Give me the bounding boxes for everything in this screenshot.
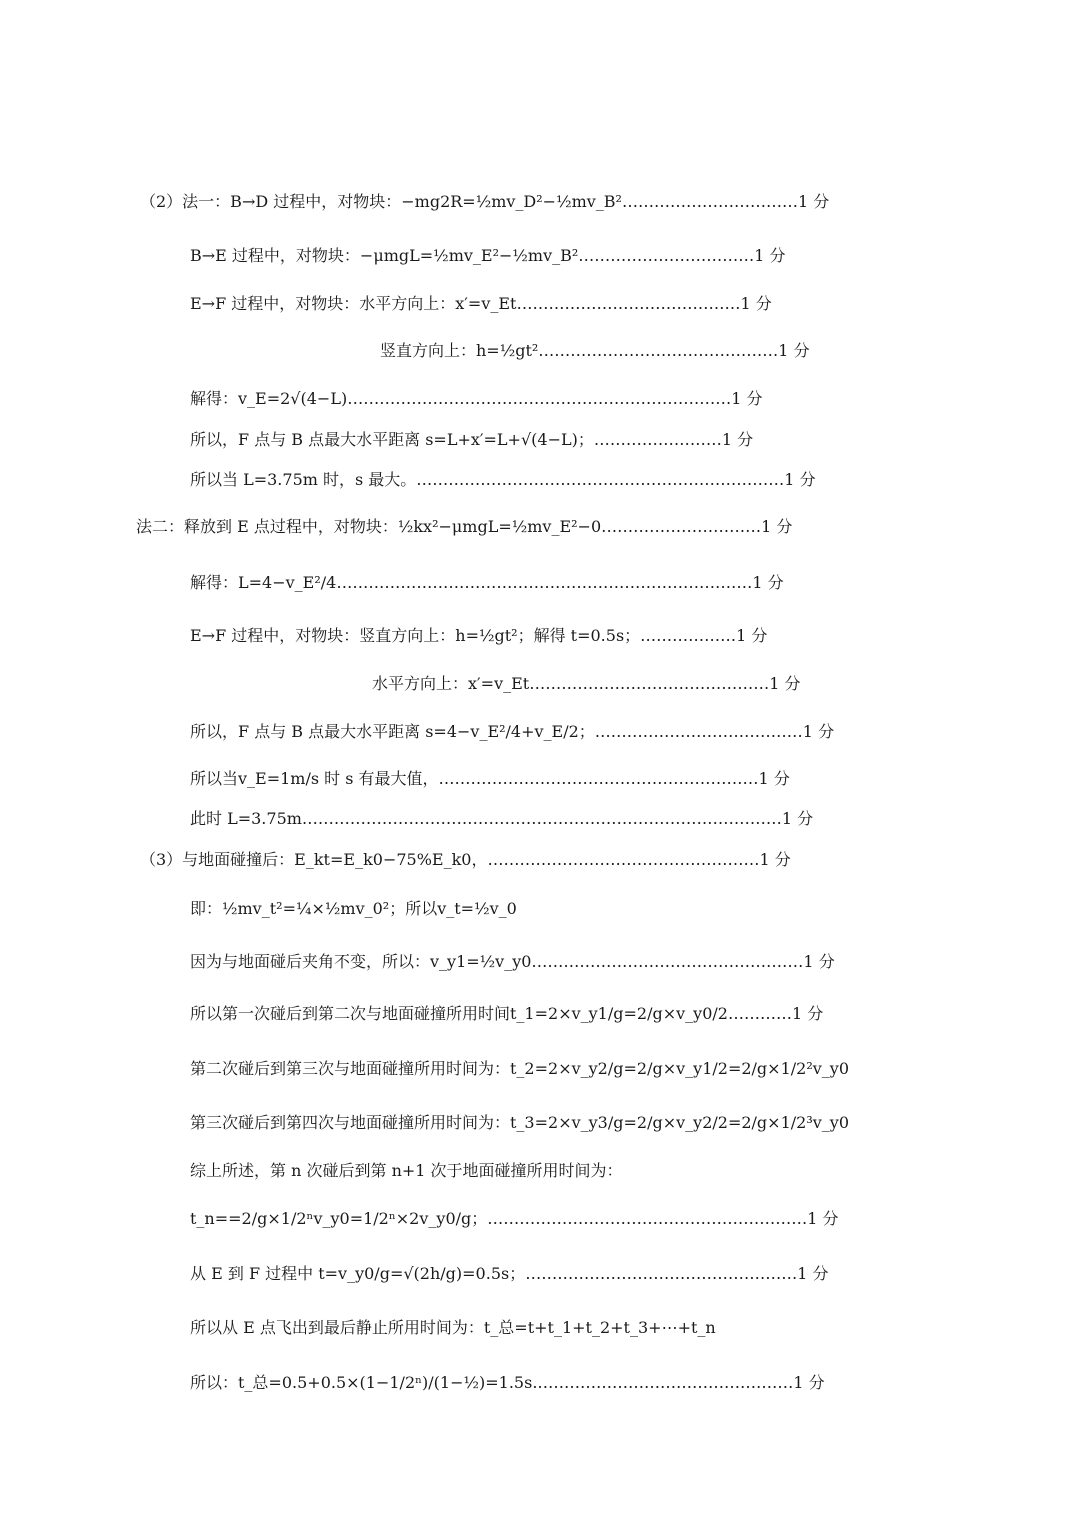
solution-line: E→F 过程中，对物块：水平方向上：x′=v_Et……………………………………1 分 <box>190 294 772 313</box>
part3-line: （3）与地面碰撞后：E_kt=E_k0−75%E_k0，……………………………………………1 分 <box>140 850 791 869</box>
solution-line: 所以第一次碰后到第二次与地面碰撞所用时间t_1=2×v_y1/g=2/g×v_y0/2…………1 分 <box>190 1004 824 1023</box>
solution-line: 所以，F 点与 B 点最大水平距离 s=L+x′=L+√(4−L)；……………………1 分 <box>190 430 754 449</box>
solution-line: 所以当 L=3.75m 时，s 最大。……………………………………………………………1 分 <box>190 470 816 489</box>
solution-line: 解得：v_E=2√(4−L)………………………………………………………………1 分 <box>190 389 763 408</box>
solution-line: 从 E 到 F 过程中 t=v_y0/g=√(2h/g)=0.5s；……………………………………………1 分 <box>190 1264 829 1283</box>
solution-line: t_n==2/g×1/2ⁿv_y0=1/2ⁿ×2v_y0/g；……………………………………………………1 分 <box>190 1209 839 1228</box>
solution-line: 第二次碰后到第三次与地面碰撞所用时间为：t_2=2×v_y2/g=2/g×v_y1/2=2/g×1/2²v_y0 <box>190 1059 849 1078</box>
solution-line: E→F 过程中，对物块：竖直方向上：h=½gt²；解得 t=0.5s；………………1 分 <box>190 626 768 645</box>
solution-line: 所以：t_总=0.5+0.5×(1−1/2ⁿ)/(1−½)=1.5s.…………………………………………1 分 <box>190 1373 825 1392</box>
part2-method2-line: 法二：释放到 E 点过程中，对物块：½kx²−μmgL=½mv_E²−0…………………………1 分 <box>136 517 793 536</box>
solution-line: 水平方向上：x′=v_Et………………………………………1 分 <box>372 674 801 693</box>
solution-line: B→E 过程中，对物块：−μmgL=½mv_E²−½mv_B²……………………………1 分 <box>190 246 786 265</box>
solution-line: 竖直方向上：h=½gt²………………………………………1 分 <box>380 341 810 360</box>
solution-line: 综上所述，第 n 次碰后到第 n+1 次于地面碰撞所用时间为： <box>190 1161 623 1180</box>
solution-line: 因为与地面碰后夹角不变，所以：v_y1=½v_y0……………………………………………1 分 <box>190 952 835 971</box>
solution-line: 解得：L=4−v_E²/4……………………………………………………………………1 分 <box>190 573 784 592</box>
solution-line: 所以从 E 点飞出到最后静止所用时间为：t_总=t+t_1+t_2+t_3+⋯+t_n <box>190 1318 716 1337</box>
solution-line: 所以，F 点与 B 点最大水平距离 s=4−v_E²/4+v_E/2；…………………………………1 分 <box>190 722 835 741</box>
part2-method1-line: （2）法一：B→D 过程中，对物块：−mg2R=½mv_D²−½mv_B²……………………………1 分 <box>140 192 830 211</box>
solution-line: 所以当v_E=1m/s 时 s 有最大值，……………………………………………………1 分 <box>190 769 790 788</box>
solution-line: 第三次碰后到第四次与地面碰撞所用时间为：t_3=2×v_y3/g=2/g×v_y2/2=2/g×1/2³v_y0 <box>190 1113 849 1132</box>
solution-line: 即：½mv_t²=¼×½mv_0²；所以v_t=½v_0 <box>190 899 517 918</box>
solution-line: 此时 L=3.75m………………………………………………………………………………1 分 <box>190 809 814 828</box>
